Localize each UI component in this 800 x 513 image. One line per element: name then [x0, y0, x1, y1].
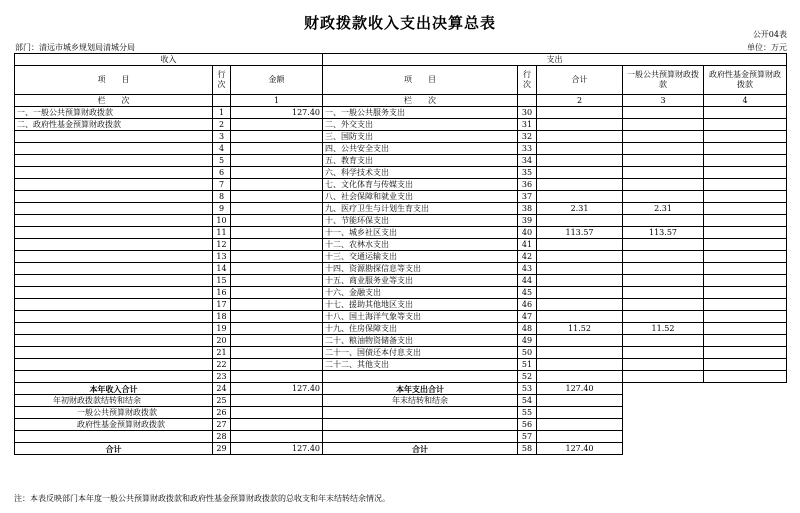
income-line-no: 4 — [213, 143, 231, 155]
expense-fund-budget — [704, 287, 787, 299]
income-amount — [231, 407, 323, 419]
general-budget-index: 3 — [623, 95, 704, 107]
income-amount — [231, 143, 323, 155]
page-title: 财政拨款收入支出决算总表 — [303, 14, 496, 32]
expense-fund-budget — [704, 107, 787, 119]
income-item: 年初财政拨款结转和结余 — [15, 395, 213, 407]
expense-general-budget — [623, 299, 704, 311]
table-row — [15, 323, 787, 335]
expense-general-budget — [623, 371, 704, 383]
expense-item: 十五、商业服务业等支出 — [323, 275, 518, 287]
expense-general-budget — [623, 311, 704, 323]
table-row — [15, 335, 787, 347]
expense-fund-budget — [704, 359, 787, 371]
table-row — [15, 311, 787, 323]
expense-item: 四、公共安全支出 — [323, 143, 518, 155]
income-line-no: 22 — [213, 359, 231, 371]
expense-item: 三、国防支出 — [323, 131, 518, 143]
expense-general-budget — [623, 179, 704, 191]
expense-fund-budget — [704, 131, 787, 143]
expense-line-no: 54 — [518, 395, 537, 407]
expense-line-no: 45 — [518, 287, 537, 299]
income-amount — [231, 395, 323, 407]
expense-item: 十四、资源勘探信息等支出 — [323, 263, 518, 275]
table-row — [15, 203, 787, 215]
unit-label: 单位：万元 — [747, 43, 787, 52]
expense-general-budget — [623, 287, 704, 299]
income-amount — [231, 203, 323, 215]
expense-total — [537, 395, 623, 407]
expense-total: 113.57 — [537, 227, 623, 239]
income-item: 一、一般公共预算财政拨款 — [15, 107, 213, 119]
expense-fund-budget — [704, 215, 787, 227]
section-header-row — [15, 54, 787, 66]
income-item — [15, 215, 213, 227]
summary-row — [15, 407, 787, 419]
table-row — [15, 167, 787, 179]
budget-summary-table — [14, 53, 787, 455]
income-item — [15, 251, 213, 263]
expense-line-no: 39 — [518, 215, 537, 227]
expense-line-no: 57 — [518, 431, 537, 443]
expense-line-no: 35 — [518, 167, 537, 179]
income-line-no: 14 — [213, 263, 231, 275]
expense-total — [537, 371, 623, 383]
expense-total — [537, 419, 623, 431]
income-amount — [231, 119, 323, 131]
table-row — [15, 179, 787, 191]
income-item — [15, 287, 213, 299]
income-line-no: 16 — [213, 287, 231, 299]
income-item — [15, 275, 213, 287]
expense-item: 十二、农林水支出 — [323, 239, 518, 251]
summary-row — [15, 383, 787, 395]
expense-fund-budget — [704, 179, 787, 191]
income-amount — [231, 155, 323, 167]
expense-item: 十八、国土海洋气象等支出 — [323, 311, 518, 323]
table-row — [15, 251, 787, 263]
income-line-no: 8 — [213, 191, 231, 203]
income-item — [15, 347, 213, 359]
expense-total: 11.52 — [537, 323, 623, 335]
income-item — [15, 311, 213, 323]
expense-general-budget — [623, 359, 704, 371]
expense-item: 年末结转和结余 — [323, 395, 518, 407]
expense-total — [537, 251, 623, 263]
income-item — [15, 263, 213, 275]
income-amount — [231, 359, 323, 371]
expense-total — [537, 263, 623, 275]
income-item — [15, 179, 213, 191]
expense-total: 127.40 — [537, 383, 623, 395]
income-amount — [231, 131, 323, 143]
expense-item: 十九、住房保障支出 — [323, 323, 518, 335]
expense-item: 本年支出合计 — [323, 383, 518, 395]
income-amount — [231, 179, 323, 191]
department-label: 部门：清远市城乡规划局清城分局 — [15, 43, 135, 52]
income-amount — [231, 215, 323, 227]
income-line-no: 13 — [213, 251, 231, 263]
expense-column-label: 栏 次 — [323, 95, 518, 107]
column-index-row — [15, 95, 787, 107]
expense-fund-budget — [704, 323, 787, 335]
expense-total — [537, 107, 623, 119]
expense-general-budget — [623, 239, 704, 251]
income-line-no: 21 — [213, 347, 231, 359]
expense-total — [537, 191, 623, 203]
expense-line-no: 34 — [518, 155, 537, 167]
income-line-no: 12 — [213, 239, 231, 251]
blank-cell — [623, 407, 787, 419]
income-item — [15, 431, 213, 443]
table-row — [15, 131, 787, 143]
expense-item — [323, 371, 518, 383]
expense-general-budget: 113.57 — [623, 227, 704, 239]
income-line-no: 17 — [213, 299, 231, 311]
expense-fund-budget — [704, 311, 787, 323]
expense-item — [323, 419, 518, 431]
expense-item-header: 项 目 — [323, 66, 518, 95]
income-line-no: 29 — [213, 443, 231, 455]
expense-fund-budget — [704, 119, 787, 131]
expense-line-no: 30 — [518, 107, 537, 119]
expense-fund-budget — [704, 239, 787, 251]
table-row — [15, 143, 787, 155]
expense-total — [537, 431, 623, 443]
income-line-no: 20 — [213, 335, 231, 347]
expense-fund-budget — [704, 203, 787, 215]
table-row — [15, 107, 787, 119]
table-row — [15, 215, 787, 227]
expense-general-budget — [623, 143, 704, 155]
expense-general-budget: 2.31 — [623, 203, 704, 215]
income-amount — [231, 323, 323, 335]
income-item: 二、政府性基金预算财政拨款 — [15, 119, 213, 131]
expense-total — [537, 179, 623, 191]
expense-fund-budget — [704, 371, 787, 383]
expense-fund-budget — [704, 167, 787, 179]
expense-total-header: 合计 — [537, 66, 623, 95]
table-row — [15, 263, 787, 275]
expense-section-header: 支出 — [323, 54, 787, 66]
income-line-no: 23 — [213, 371, 231, 383]
expense-total — [537, 119, 623, 131]
expense-item: 五、教育支出 — [323, 155, 518, 167]
income-section-header: 收入 — [15, 54, 323, 66]
income-item — [15, 359, 213, 371]
expense-line-no: 41 — [518, 239, 537, 251]
income-amount: 127.40 — [231, 107, 323, 119]
expense-line-no: 31 — [518, 119, 537, 131]
income-item — [15, 167, 213, 179]
expense-item: 七、文化体育与传媒支出 — [323, 179, 518, 191]
table-row — [15, 371, 787, 383]
expense-general-budget — [623, 215, 704, 227]
income-amount — [231, 347, 323, 359]
expense-total — [537, 131, 623, 143]
summary-row — [15, 395, 787, 407]
table-row — [15, 155, 787, 167]
table-row — [15, 275, 787, 287]
expense-total: 127.40 — [537, 443, 623, 455]
expense-general-budget — [623, 191, 704, 203]
income-amount — [231, 263, 323, 275]
income-item — [15, 371, 213, 383]
expense-general-budget — [623, 251, 704, 263]
expense-total: 2.31 — [537, 203, 623, 215]
general-budget-header: 一般公共预算财政拨款 — [623, 66, 704, 95]
income-line-no: 2 — [213, 119, 231, 131]
blank-cell — [623, 395, 787, 407]
expense-total — [537, 143, 623, 155]
income-line-no-header: 行次 — [213, 66, 231, 95]
expense-fund-budget — [704, 143, 787, 155]
expense-general-budget — [623, 167, 704, 179]
expense-general-budget — [623, 119, 704, 131]
expense-general-budget: 11.52 — [623, 323, 704, 335]
blank-cell — [623, 383, 787, 395]
expense-item: 十一、城乡社区支出 — [323, 227, 518, 239]
expense-fund-budget — [704, 263, 787, 275]
income-amount-header: 金额 — [231, 66, 323, 95]
income-amount — [231, 311, 323, 323]
expense-total — [537, 407, 623, 419]
expense-total-index: 2 — [537, 95, 623, 107]
income-amount — [231, 239, 323, 251]
income-line-no: 19 — [213, 323, 231, 335]
expense-general-budget — [623, 275, 704, 287]
income-line-no: 15 — [213, 275, 231, 287]
expense-total — [537, 311, 623, 323]
expense-line-no: 47 — [518, 311, 537, 323]
expense-line-no: 50 — [518, 347, 537, 359]
income-amount — [231, 275, 323, 287]
summary-row — [15, 431, 787, 443]
expense-total — [537, 215, 623, 227]
expense-fund-budget — [704, 275, 787, 287]
expense-general-budget — [623, 263, 704, 275]
expense-line-no: 32 — [518, 131, 537, 143]
income-line-no: 10 — [213, 215, 231, 227]
income-amount — [231, 227, 323, 239]
income-line-no: 6 — [213, 167, 231, 179]
footnote: 注：本表反映部门本年度一般公共预算财政拨款和政府性基金预算财政拨款的总收支和年末结转结余情况。 — [14, 494, 390, 503]
expense-total — [537, 287, 623, 299]
table-row — [15, 347, 787, 359]
expense-line-no: 49 — [518, 335, 537, 347]
expense-line-no: 55 — [518, 407, 537, 419]
summary-row — [15, 419, 787, 431]
table-row — [15, 359, 787, 371]
income-item — [15, 335, 213, 347]
expense-line-no: 52 — [518, 371, 537, 383]
summary-row — [15, 443, 787, 455]
expense-item: 二、外交支出 — [323, 119, 518, 131]
expense-general-budget — [623, 347, 704, 359]
expense-line-no: 37 — [518, 191, 537, 203]
table-row — [15, 239, 787, 251]
income-item: 本年收入合计 — [15, 383, 213, 395]
income-line-no: 1 — [213, 107, 231, 119]
expense-general-budget — [623, 131, 704, 143]
expense-total — [537, 155, 623, 167]
expense-total — [537, 167, 623, 179]
expense-total — [537, 347, 623, 359]
income-item — [15, 203, 213, 215]
expense-item — [323, 407, 518, 419]
blank-cell — [623, 431, 787, 443]
income-line-no: 28 — [213, 431, 231, 443]
income-item — [15, 227, 213, 239]
income-item: 合计 — [15, 443, 213, 455]
expense-total — [537, 275, 623, 287]
expense-line-no: 44 — [518, 275, 537, 287]
income-item — [15, 143, 213, 155]
income-line-no: 5 — [213, 155, 231, 167]
expense-line-no: 38 — [518, 203, 537, 215]
expense-line-no-index — [518, 95, 537, 107]
income-line-no: 3 — [213, 131, 231, 143]
expense-item: 二十二、其他支出 — [323, 359, 518, 371]
income-amount — [231, 335, 323, 347]
expense-line-no: 33 — [518, 143, 537, 155]
expense-item: 十七、援助其他地区支出 — [323, 299, 518, 311]
expense-item: 十、节能环保支出 — [323, 215, 518, 227]
fund-budget-header: 政府性基金预算财政拨款 — [704, 66, 787, 95]
expense-line-no: 43 — [518, 263, 537, 275]
expense-item: 十三、交通运输支出 — [323, 251, 518, 263]
income-item — [15, 299, 213, 311]
expense-general-budget — [623, 107, 704, 119]
expense-line-no: 46 — [518, 299, 537, 311]
fund-budget-index: 4 — [704, 95, 787, 107]
form-number: 公开04表 — [752, 30, 787, 39]
expense-line-no: 48 — [518, 323, 537, 335]
income-column-label: 栏 次 — [15, 95, 213, 107]
income-amount: 127.40 — [231, 443, 323, 455]
income-line-no: 25 — [213, 395, 231, 407]
income-amount — [231, 287, 323, 299]
income-item: 一般公共预算财政拨款 — [15, 407, 213, 419]
income-item — [15, 191, 213, 203]
expense-item: 一、一般公共服务支出 — [323, 107, 518, 119]
expense-item: 二十、粮油物资储备支出 — [323, 335, 518, 347]
income-amount: 127.40 — [231, 383, 323, 395]
table-row — [15, 191, 787, 203]
income-line-no: 24 — [213, 383, 231, 395]
expense-fund-budget — [704, 191, 787, 203]
expense-fund-budget — [704, 347, 787, 359]
income-amount — [231, 371, 323, 383]
income-amount — [231, 419, 323, 431]
expense-item: 九、医疗卫生与计划生育支出 — [323, 203, 518, 215]
expense-item: 十六、金融支出 — [323, 287, 518, 299]
income-line-no: 9 — [213, 203, 231, 215]
expense-total — [537, 299, 623, 311]
income-line-no: 18 — [213, 311, 231, 323]
income-line-no: 27 — [213, 419, 231, 431]
table-row — [15, 299, 787, 311]
expense-general-budget — [623, 155, 704, 167]
expense-line-no-header: 行次 — [518, 66, 537, 95]
expense-total — [537, 239, 623, 251]
table-row — [15, 119, 787, 131]
expense-line-no: 42 — [518, 251, 537, 263]
income-amount — [231, 299, 323, 311]
income-line-no: 11 — [213, 227, 231, 239]
expense-line-no: 51 — [518, 359, 537, 371]
income-amount — [231, 191, 323, 203]
income-item — [15, 131, 213, 143]
income-item — [15, 155, 213, 167]
expense-item: 六、科学技术支出 — [323, 167, 518, 179]
income-item — [15, 323, 213, 335]
income-line-no-index — [213, 95, 231, 107]
expense-fund-budget — [704, 299, 787, 311]
income-item-header: 项 目 — [15, 66, 213, 95]
income-amount — [231, 167, 323, 179]
expense-fund-budget — [704, 155, 787, 167]
expense-fund-budget — [704, 251, 787, 263]
income-amount — [231, 431, 323, 443]
income-item — [15, 239, 213, 251]
income-amount — [231, 251, 323, 263]
table-row — [15, 227, 787, 239]
expense-line-no: 58 — [518, 443, 537, 455]
expense-line-no: 40 — [518, 227, 537, 239]
expense-total — [537, 335, 623, 347]
income-line-no: 26 — [213, 407, 231, 419]
expense-fund-budget — [704, 335, 787, 347]
expense-total — [537, 359, 623, 371]
expense-line-no: 36 — [518, 179, 537, 191]
blank-cell — [623, 419, 787, 431]
expense-item: 八、社会保障和就业支出 — [323, 191, 518, 203]
expense-item: 合计 — [323, 443, 518, 455]
table-row — [15, 287, 787, 299]
expense-item: 二十一、国债还本付息支出 — [323, 347, 518, 359]
income-line-no: 7 — [213, 179, 231, 191]
expense-general-budget — [623, 335, 704, 347]
blank-cell — [623, 443, 787, 455]
income-amount-index: 1 — [231, 95, 323, 107]
column-header-row — [15, 66, 787, 95]
expense-line-no: 56 — [518, 419, 537, 431]
expense-item — [323, 431, 518, 443]
expense-fund-budget — [704, 227, 787, 239]
income-item: 政府性基金预算财政拨款 — [15, 419, 213, 431]
expense-line-no: 53 — [518, 383, 537, 395]
